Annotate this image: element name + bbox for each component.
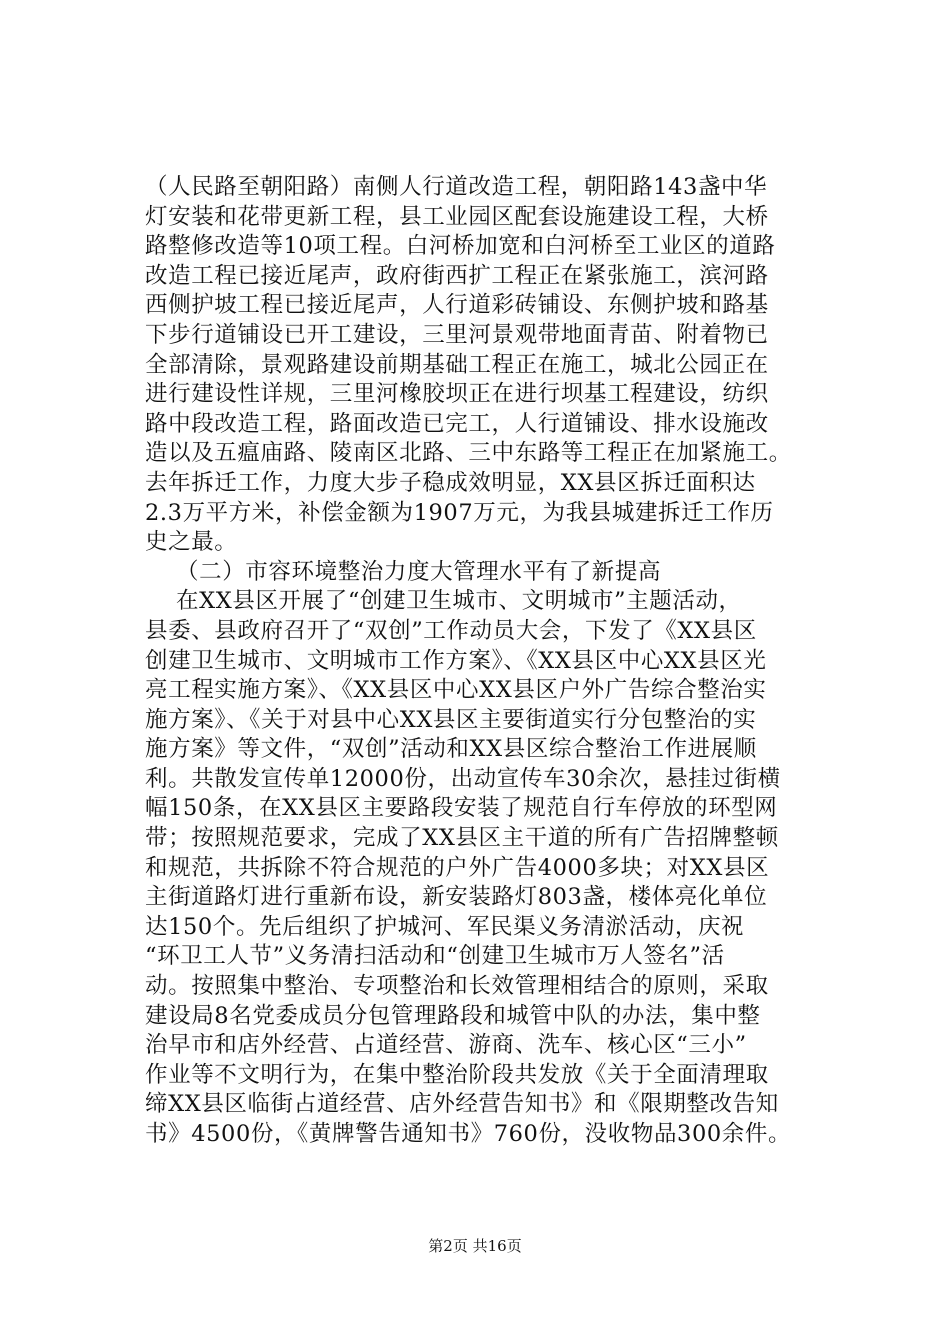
body-text-line: 建设局8名党委成员分包管理路段和城管中队的办法，集中整 <box>145 1002 761 1029</box>
page-number-footer: 第2页 共16页 <box>428 1237 522 1255</box>
body-text-line: 达150个。先后组织了护城河、军民渠义务清淤活动，庆祝 <box>145 913 745 940</box>
body-text-line: 主街道路灯进行重新布设，新安装路灯803盏，楼体亮化单位 <box>145 884 768 911</box>
body-text-line: 施方案》等文件，“双创”活动和XX县区综合整治工作进展顺 <box>145 736 757 763</box>
body-text-line: 路中段改造工程，路面改造已完工，人行道铺设、排水设施改 <box>145 410 769 437</box>
body-text-line: 创建卫生城市、文明城市工作方案》、《XX县区中心XX县区光 <box>145 647 767 674</box>
body-text-line: 路整修改造等10项工程。白河桥加宽和白河桥至工业区的道路 <box>145 233 776 260</box>
body-text-line: 进行建设性详规，三里河橡胶坝正在进行坝基工程建设，纺织 <box>145 381 769 408</box>
body-text-line: 史之最。 <box>145 529 238 556</box>
body-text-line: 全部清除，景观路建设前期基础工程正在施工，城北公园正在 <box>145 351 769 378</box>
body-text-line: 西侧护坡工程已接近尾声，人行道彩砖铺设、东侧护坡和路基 <box>145 292 769 319</box>
body-text-line: （人民路至朝阳路）南侧人行道改造工程，朝阳路143盏中华 <box>145 174 768 200</box>
body-text-line: 缔XX县区临街占道经营、店外经营告知书》和《限期整改告知 <box>145 1091 779 1118</box>
body-text-line: （二）市容环境整治力度大管理水平有了新提高 <box>145 558 662 585</box>
body-text-line: 亮工程实施方案》、《XX县区中心XX县区户外广告综合整治实 <box>145 677 767 704</box>
body-text-line: 县委、县政府召开了“双创”工作动员大会，下发了《XX县区 <box>145 617 757 644</box>
body-text-line: 在XX县区开展了“创建卫生城市、文明城市”主题活动， <box>145 588 742 615</box>
body-text-line: 动。按照集中整治、专项整治和长效管理相结合的原则，采取 <box>145 973 769 1000</box>
body-text-line: 灯安装和花带更新工程，县工业园区配套设施建设工程，大桥 <box>145 203 769 230</box>
body-text-line: “环卫工人节”义务清扫活动和“创建卫生城市万人签名”活 <box>145 943 725 970</box>
body-text-line: 改造工程已接近尾声，政府街西扩工程正在紧张施工，滨河路 <box>145 262 769 289</box>
body-text-line: 施方案》、《关于对县中心XX县区主要街道实行分包整治的实 <box>145 706 757 733</box>
body-text-line: 下步行道铺设已开工建设，三里河景观带地面青苗、附着物已 <box>145 321 769 348</box>
body-text-line: 幅150条，在XX县区主要路段安装了规范自行车停放的环型网 <box>145 795 778 822</box>
body-text-line: 去年拆迁工作，力度大步子稳成效明显，XX县区拆迁面积达 <box>145 469 756 496</box>
body-text-line: 和规范，共拆除不符合规范的户外广告4000多块；对XX县区 <box>145 854 770 881</box>
document-body <box>145 173 845 1150</box>
body-text-line: 作业等不文明行为，在集中整治阶段共发放《关于全面清理取 <box>145 1061 769 1088</box>
body-text-line: 利。共散发宣传单12000份，出动宣传车30余次，悬挂过街横 <box>145 765 781 792</box>
body-text-line: 带；按照规范要求，完成了XX县区主干道的所有广告招牌整顿 <box>145 825 779 852</box>
body-text-line: 2.3万平方米，补偿金额为1907万元，为我县城建拆迁工作历 <box>145 499 774 526</box>
body-text-line: 书》4500份，《黄牌警告通知书》760份，没收物品300余件。 <box>145 1121 792 1147</box>
body-text-line: 造以及五瘟庙路、陵南区北路、三中东路等工程正在加紧施工。 <box>145 440 792 467</box>
body-text-line: 治早市和店外经营、占道经营、游商、洗车、核心区“三小” <box>145 1032 747 1059</box>
